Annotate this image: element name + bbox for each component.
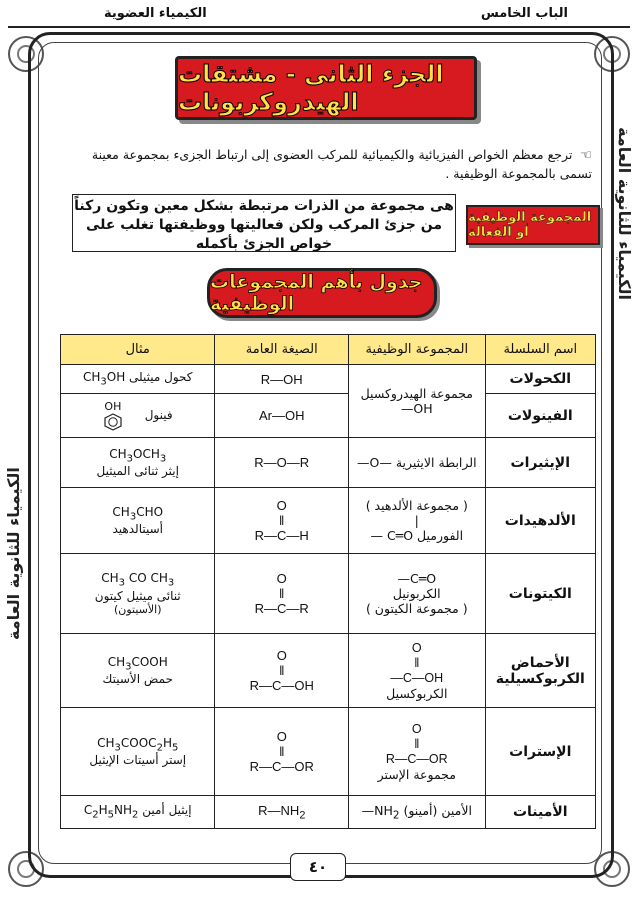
example-cell [61, 365, 215, 394]
subject-header: الكيمياء العضوية [104, 6, 207, 21]
series-name: الألدهيدات [485, 488, 595, 554]
series-name: الإيثيرات [485, 438, 595, 488]
table-title-banner [207, 268, 437, 318]
example-name: حمض الأسيتك [102, 672, 173, 687]
double-bond: ‖ [279, 586, 285, 601]
page-title-banner [175, 56, 477, 120]
example-cell [61, 554, 215, 634]
example-name: إيثيل أمين [142, 803, 192, 818]
formula-text: R—C—OR [249, 759, 314, 774]
group-formula: $—NH_2$ [361, 802, 400, 822]
double-bond: ‖ [279, 513, 285, 528]
definition-line: هى مجموعة من الذرات مرتبطة بشكل معين وتكون ركناً [74, 198, 454, 214]
general-formula [215, 708, 349, 796]
example-note: (الأسيتون) [113, 602, 162, 616]
group-name: الرابطة الايثيرية [395, 455, 477, 470]
group-cell [349, 708, 486, 796]
series-name: الأمينات [485, 796, 595, 829]
example-cell [61, 394, 215, 438]
group-formula: R—C—OR [385, 751, 448, 766]
double-bond: ‖ [414, 655, 420, 670]
table-row [61, 554, 596, 634]
example-cell [61, 488, 215, 554]
double-bond: ‖ [414, 736, 420, 751]
group-name: مجموعة الإستر [377, 766, 456, 782]
group-cell [349, 634, 486, 708]
formula-oxygen: O [276, 648, 287, 663]
formula-text: R—O—R [254, 455, 310, 470]
example-name: إيثر ثنائى الميثيل [96, 464, 179, 479]
table-header-row [61, 335, 596, 365]
example-formula: $CH_3OH$ [82, 370, 126, 388]
series-name-line: الأحماض [510, 654, 570, 671]
formula-oxygen: O [276, 571, 287, 586]
table-row [61, 438, 596, 488]
example-formula: $CH_3CHO$ [112, 504, 164, 523]
formula-text: Ar—OH [259, 408, 305, 423]
general-formula [215, 554, 349, 634]
example-cell [61, 796, 215, 829]
group-cell [349, 796, 486, 829]
definition-box [72, 194, 456, 252]
table-row [61, 708, 596, 796]
group-bar: | [414, 513, 419, 528]
example-cell [61, 634, 215, 708]
group-formula: —O— [356, 455, 392, 470]
general-formula [215, 634, 349, 708]
formula-text: $R—NH_2$ [258, 802, 306, 822]
side-caption-right: الكيمياء للثانوية العامة [615, 127, 634, 300]
general-formula [215, 488, 349, 554]
formula-text: R—C—H [254, 528, 309, 543]
series-name: الكيتونات [485, 554, 595, 634]
intro-text: ترجع معظم الخواص الفيزيائية والكيميائية للمركب العضوى إلى ارتباط الجزىء بمجموعة معينة تسمى بالمجموعة الوظيفية . [91, 147, 592, 181]
series-name [485, 634, 595, 708]
general-formula [215, 394, 349, 438]
formula-text: R—C—R [254, 601, 309, 616]
group-line: ( مجموعة الكيتون ) [365, 601, 468, 616]
group-cell [349, 438, 486, 488]
series-name-line: الكربوكسيلية [495, 670, 585, 687]
group-name: الكربوكسيل [386, 685, 448, 701]
group-name: مجموعة الهيدروكسيل [360, 386, 473, 401]
general-formula [215, 796, 349, 829]
example-name: كحول ميثيلى [129, 370, 193, 385]
formula-text: R—OH [260, 371, 303, 387]
side-caption-left: الكيمياء للثانوية العامة [4, 467, 23, 640]
pointing-hand-icon: ☜ [580, 148, 592, 163]
group-cell [349, 554, 486, 634]
table-row [61, 796, 596, 829]
example-formula: $C_2H_5NH_2$ [83, 803, 139, 821]
formula-text: R—C—OH [249, 678, 314, 693]
definition-label: المجموعة الوظيفية أو الفعالة [468, 210, 592, 240]
example-formula: $CH_3COOC_2H_5$ [97, 735, 179, 754]
table-row [61, 394, 596, 438]
benzene-ring-icon [103, 413, 123, 431]
double-bond: ‖ [279, 744, 285, 759]
definition-line: من جزئ المركب ولكن فعاليتها ووظيفتها تغلب على [85, 217, 443, 233]
definition-label-box [466, 205, 600, 245]
series-name: الفينولات [485, 394, 595, 438]
oh-label: OH [104, 400, 122, 413]
general-formula [215, 438, 349, 488]
group-cell [349, 488, 486, 554]
example-name: إستر أسيتات الإيثيل [89, 753, 187, 768]
group-name: الفورميل [417, 528, 464, 543]
group-name: الأمين (أمينو) [403, 802, 472, 818]
page-title: الجزء الثانى - مشتقات الهيدروكربونات [178, 60, 444, 116]
group-line: ( مجموعة الألدهيد ) [365, 498, 468, 513]
group-formula: —C═O [397, 571, 437, 586]
example-formula: $CH_3OCH_3$ [109, 446, 167, 465]
intro-paragraph [62, 146, 592, 183]
example-formula: $CH_3COOH$ [107, 654, 168, 673]
header-series: اسم السلسلة [485, 335, 595, 365]
header-example: مثال [61, 335, 215, 365]
group-cell [349, 365, 486, 438]
formula-oxygen: O [411, 721, 422, 736]
header-formula: الصيغة العامة [215, 335, 349, 365]
general-formula [215, 365, 349, 394]
group-formula: —OH [400, 401, 433, 416]
header-group: المجموعة الوظيفية [349, 335, 486, 365]
double-bond: ‖ [279, 663, 285, 678]
series-name: الإسترات [485, 708, 595, 796]
group-name: الكربونيل [392, 586, 441, 601]
definition-line: خواص الجزئ بأكمله [195, 236, 333, 252]
example-formula: $CH_3$ CO $CH_3$ [101, 571, 175, 589]
example-name: أسيتالدهيد [112, 522, 163, 537]
chapter-header: الباب الخامس [480, 6, 568, 21]
formula-oxygen: O [276, 729, 287, 744]
page-number: ٤٠ [290, 853, 346, 881]
phenol-structure [103, 400, 123, 431]
table-row [61, 365, 596, 394]
table-row [61, 488, 596, 554]
header-divider [8, 26, 630, 28]
table-title: جدول بأهم المجموعات الوظيفية [210, 271, 423, 315]
group-formula: — C═O [370, 528, 414, 543]
functional-groups-table [60, 334, 596, 829]
table-row [61, 634, 596, 708]
formula-oxygen: O [276, 498, 287, 513]
example-name: فينول [144, 408, 173, 422]
series-name: الكحولات [485, 365, 595, 394]
formula-oxygen: O [411, 640, 422, 655]
group-formula: —C—OH [390, 670, 444, 685]
example-cell [61, 708, 215, 796]
example-cell [61, 438, 215, 488]
example-name: ثنائى ميثيل كيتون [94, 588, 181, 603]
